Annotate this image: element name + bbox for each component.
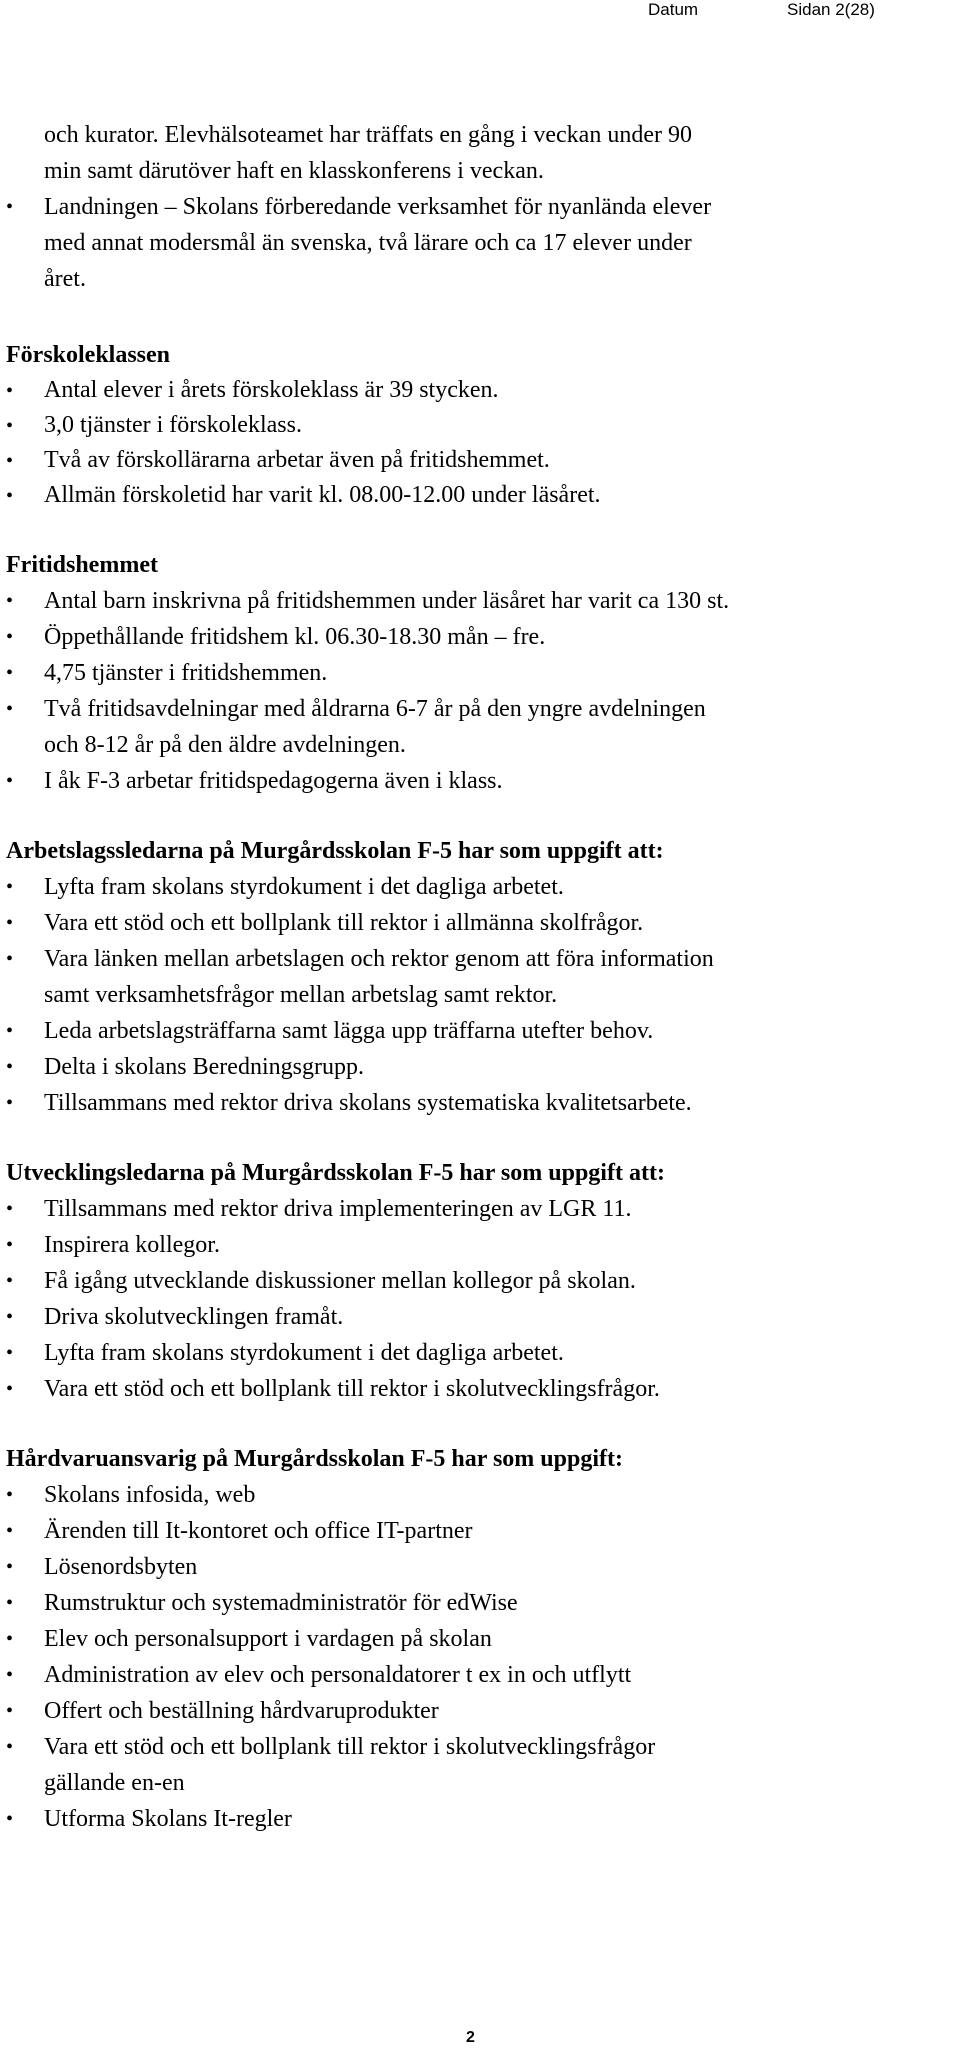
list-item [0, 691, 940, 763]
page-number: 2 [466, 2029, 475, 2046]
list-item-text: 3,0 tjänster i förskoleklass. [44, 412, 302, 438]
list-item-text: Antal elever i årets förskoleklass är 39 stycken. [44, 377, 499, 403]
bullet-icon: • [6, 1736, 14, 1758]
list-item-text: Öppethållande fritidshem kl. 06.30-18.30 mån – fre. [44, 624, 546, 650]
bullet-icon: • [6, 698, 14, 720]
bullet-icon: • [6, 196, 14, 218]
bullet-icon: • [6, 415, 14, 437]
list-item-text: Lösenordsbyten [44, 1554, 198, 1580]
bullet-icon: • [6, 1306, 14, 1328]
section-heading: Hårdvaruansvarig på Murgårdsskolan F-5 har som uppgift: [6, 1446, 623, 1472]
bullet-icon: • [6, 590, 14, 612]
header-page-indicator: Sidan 2(28) [787, 0, 875, 19]
list-item-text: Vara länken mellan arbetslagen och rektor genom att föra information [44, 946, 714, 972]
header-date: Datum [648, 0, 699, 19]
list-item [0, 478, 940, 513]
bullet-icon: • [6, 1628, 14, 1650]
bullet-icon: • [6, 1520, 14, 1542]
section-heading: Fritidshemmet [6, 552, 158, 578]
list-item [0, 1693, 940, 1729]
list-item [0, 1191, 940, 1227]
page-header [0, 0, 960, 26]
bullet-icon: • [6, 876, 14, 898]
list-item-text: Lyfta fram skolans styrdokument i det dagliga arbetet. [44, 1340, 564, 1366]
list-item-text: Allmän förskoletid har varit kl. 08.00-12.00 under läsåret. [44, 482, 601, 508]
list-item-text: gällande en-en [44, 1770, 185, 1796]
sections [0, 297, 940, 1837]
bullet-icon: • [6, 1020, 14, 1042]
bullet-icon: • [6, 1484, 14, 1506]
list-item [0, 1335, 940, 1371]
list-item [0, 1371, 940, 1407]
list-item [0, 1227, 940, 1263]
list-item-text: Leda arbetslagsträffarna samt lägga upp träffarna utefter behov. [44, 1018, 654, 1044]
list-item [0, 1621, 940, 1657]
list-item-text: Två fritidsavdelningar med åldrarna 6-7 år på den yngre avdelningen [44, 696, 706, 722]
list-item-text: och 8-12 år på den äldre avdelningen. [44, 732, 406, 758]
document-body [0, 117, 940, 1837]
list-item-text: Antal barn inskrivna på fritidshemmen under läsåret har varit ca 130 st. [44, 588, 730, 614]
section-spacer [0, 297, 940, 337]
section-spacer [0, 1407, 940, 1441]
bullet-list [0, 583, 940, 799]
list-item [0, 619, 940, 655]
list-item [0, 869, 940, 905]
list-item-text: Tillsammans med rektor driva skolans systematiska kvalitetsarbete. [44, 1090, 692, 1116]
list-item [0, 1477, 940, 1513]
bullet-list [0, 1477, 940, 1837]
list-item-text: Delta i skolans Beredningsgrupp. [44, 1054, 364, 1080]
list-item-text: Vara ett stöd och ett bollplank till rektor i skolutvecklingsfrågor [44, 1734, 656, 1760]
bullet-icon: • [6, 1808, 14, 1830]
bullet-icon: • [6, 770, 14, 792]
list-item-text: Rumstruktur och systemadministratör för edWise [44, 1590, 518, 1616]
list-item [0, 1585, 940, 1621]
list-item-text: året. [44, 266, 86, 292]
section-spacer [0, 799, 940, 833]
list-item [0, 373, 940, 408]
bullet-icon: • [6, 1592, 14, 1614]
bullet-icon: • [6, 380, 14, 402]
list-item-text: Vara ett stöd och ett bollplank till rektor i skolutvecklingsfrågor. [44, 1376, 660, 1402]
bullet-list [0, 373, 940, 513]
section-heading: Förskoleklassen [6, 342, 171, 368]
list-item [0, 1657, 940, 1693]
list-item-text: Skolans infosida, web [44, 1482, 256, 1508]
intro-bullet-list [0, 189, 940, 297]
list-item-text: Driva skolutvecklingen framåt. [44, 1304, 344, 1330]
bullet-icon: • [6, 948, 14, 970]
section-spacer [0, 513, 940, 547]
list-item [0, 408, 940, 443]
list-item-text: Vara ett stöd och ett bollplank till rektor i allmänna skolfrågor. [44, 910, 644, 936]
list-item-text: Tillsammans med rektor driva implementeringen av LGR 11. [44, 1196, 632, 1222]
list-item [0, 941, 940, 1013]
list-item-text: Landningen – Skolans förberedande verksamhet för nyanlända elever [44, 194, 712, 220]
list-item [0, 655, 940, 691]
bullet-list [0, 1191, 940, 1407]
list-item [0, 1299, 940, 1335]
list-item-text: med annat modersmål än svenska, två lärare och ca 17 elever under [44, 230, 692, 256]
bullet-icon: • [6, 1342, 14, 1364]
bullet-icon: • [6, 912, 14, 934]
intro-line: min samt därutöver haft en klasskonferens i veckan. [44, 158, 544, 184]
list-item-text: Ärenden till It-kontoret och office IT-partner [44, 1518, 473, 1544]
list-item-text: Elev och personalsupport i vardagen på skolan [44, 1626, 492, 1652]
bullet-list [0, 869, 940, 1121]
bullet-icon: • [6, 626, 14, 648]
bullet-icon: • [6, 1056, 14, 1078]
list-item [0, 1513, 940, 1549]
bullet-icon: • [6, 1092, 14, 1114]
bullet-icon: • [6, 485, 14, 507]
list-item [0, 763, 940, 799]
list-item [0, 1549, 940, 1585]
list-item [0, 1013, 940, 1049]
bullet-icon: • [6, 1198, 14, 1220]
list-item-text: Lyfta fram skolans styrdokument i det dagliga arbetet. [44, 874, 564, 900]
list-item-text: Utforma Skolans It-regler [44, 1806, 292, 1832]
list-item-text: Få igång utvecklande diskussioner mellan kollegor på skolan. [44, 1268, 636, 1294]
bullet-icon: • [6, 1664, 14, 1686]
bullet-icon: • [6, 1700, 14, 1722]
section-spacer [0, 1121, 940, 1155]
bullet-icon: • [6, 1556, 14, 1578]
bullet-icon: • [6, 1378, 14, 1400]
list-item-text: I åk F-3 arbetar fritidspedagogerna även i klass. [44, 768, 503, 794]
list-item [0, 1049, 940, 1085]
list-item [0, 905, 940, 941]
list-item [0, 1085, 940, 1121]
list-item-text: Inspirera kollegor. [44, 1232, 220, 1258]
list-item [0, 583, 940, 619]
bullet-icon: • [6, 450, 14, 472]
list-item [0, 1801, 940, 1837]
list-item [0, 443, 940, 478]
list-item-text: 4,75 tjänster i fritidshemmen. [44, 660, 328, 686]
list-item-text: Två av förskollärarna arbetar även på fritidshemmet. [44, 447, 550, 473]
bullet-icon: • [6, 662, 14, 684]
list-item [0, 189, 940, 297]
section-heading: Arbetslagssledarna på Murgårdsskolan F-5 har som uppgift att: [6, 838, 664, 864]
list-item-text: Offert och beställning hårdvaruprodukter [44, 1698, 439, 1724]
list-item [0, 1263, 940, 1299]
list-item-text: samt verksamhetsfrågor mellan arbetslag samt rektor. [44, 982, 558, 1008]
list-item [0, 1729, 940, 1801]
bullet-icon: • [6, 1234, 14, 1256]
section-heading: Utvecklingsledarna på Murgårdsskolan F-5 har som uppgift att: [6, 1160, 665, 1186]
bullet-icon: • [6, 1270, 14, 1292]
list-item-text: Administration av elev och personaldatorer t ex in och utflytt [44, 1662, 632, 1688]
intro-line: och kurator. Elevhälsoteamet har träffats en gång i veckan under 90 [44, 122, 692, 148]
